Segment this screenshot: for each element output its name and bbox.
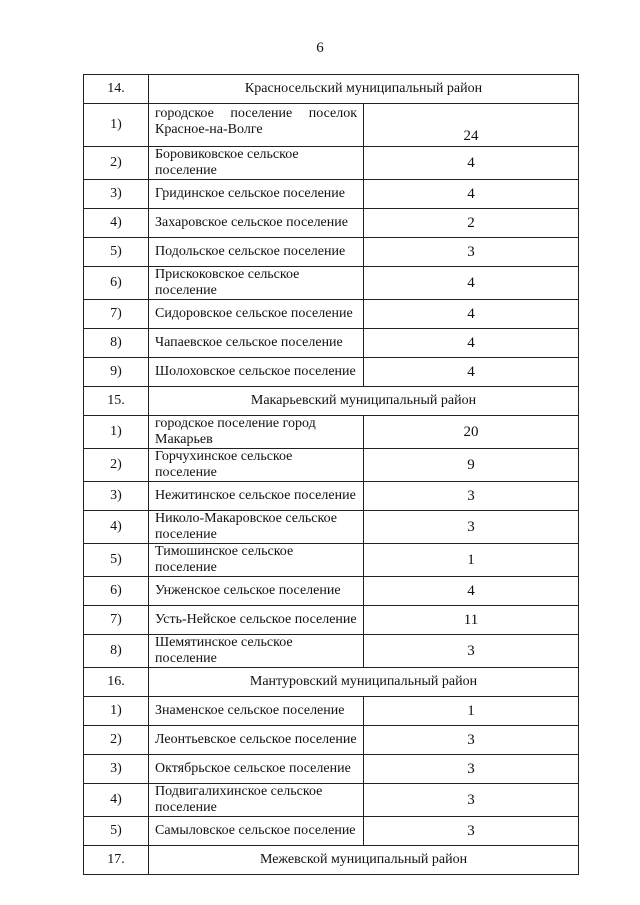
settlement-number: 2) <box>84 147 149 180</box>
district-number: 15. <box>84 387 149 416</box>
settlement-row <box>84 544 579 577</box>
settlement-value: 3 <box>364 482 579 511</box>
settlement-name: Горчухинское сельское поселение <box>149 449 364 482</box>
settlement-number: 8) <box>84 329 149 358</box>
settlement-name: Чапаевское сельское поселение <box>149 329 364 358</box>
settlement-row <box>84 238 579 267</box>
settlement-row <box>84 147 579 180</box>
district-header-row <box>84 387 579 416</box>
settlement-number: 3) <box>84 755 149 784</box>
settlement-row <box>84 577 579 606</box>
settlement-row <box>84 104 579 147</box>
settlement-row <box>84 817 579 846</box>
settlement-number: 5) <box>84 238 149 267</box>
settlement-number: 2) <box>84 449 149 482</box>
settlement-row <box>84 180 579 209</box>
settlement-name: Шемятинское сельское поселение <box>149 635 364 668</box>
settlement-number: 7) <box>84 606 149 635</box>
settlement-name: Усть-Нейское сельское поселение <box>149 606 364 635</box>
settlement-number: 6) <box>84 267 149 300</box>
settlement-name: городское поселение поселок Красное-на-Волге <box>149 104 364 147</box>
settlement-row <box>84 784 579 817</box>
settlement-name: Николо-Макаровское сельское поселение <box>149 511 364 544</box>
settlement-row <box>84 511 579 544</box>
settlement-value: 3 <box>364 238 579 267</box>
settlement-row <box>84 358 579 387</box>
settlement-number: 8) <box>84 635 149 668</box>
page-number: 6 <box>316 40 324 56</box>
settlement-name: Тимошинское сельское поселение <box>149 544 364 577</box>
settlement-name: Гридинское сельское поселение <box>149 180 364 209</box>
settlement-value: 4 <box>364 577 579 606</box>
settlement-name: Прискоковское сельское поселение <box>149 267 364 300</box>
district-number: 16. <box>84 668 149 697</box>
settlement-value: 4 <box>364 300 579 329</box>
settlement-name: Боровиковское сельское поселение <box>149 147 364 180</box>
settlement-value: 4 <box>364 147 579 180</box>
settlement-name: Самыловское сельское поселение <box>149 817 364 846</box>
settlement-name: Подольское сельское поселение <box>149 238 364 267</box>
settlement-row <box>84 267 579 300</box>
district-number: 14. <box>84 75 149 104</box>
settlement-value: 4 <box>364 358 579 387</box>
settlement-name: Подвигалихинское сельское поселение <box>149 784 364 817</box>
settlement-value: 1 <box>364 544 579 577</box>
settlement-value: 3 <box>364 784 579 817</box>
district-title: Мантуровский муниципальный район <box>149 668 579 697</box>
settlement-row <box>84 209 579 238</box>
settlement-number: 4) <box>84 784 149 817</box>
settlement-name: Шолоховское сельское поселение <box>149 358 364 387</box>
settlement-number: 1) <box>84 697 149 726</box>
settlement-number: 1) <box>84 416 149 449</box>
settlement-row <box>84 726 579 755</box>
settlement-value: 2 <box>364 209 579 238</box>
settlement-value: 3 <box>364 511 579 544</box>
settlement-row <box>84 635 579 668</box>
settlement-row <box>84 449 579 482</box>
settlement-value: 4 <box>364 180 579 209</box>
settlement-number: 3) <box>84 180 149 209</box>
settlement-number: 5) <box>84 817 149 846</box>
settlement-name: Унженское сельское поселение <box>149 577 364 606</box>
settlement-value: 3 <box>364 755 579 784</box>
settlement-row <box>84 697 579 726</box>
district-header-row <box>84 75 579 104</box>
settlement-number: 4) <box>84 511 149 544</box>
settlement-row <box>84 416 579 449</box>
settlement-row <box>84 300 579 329</box>
settlement-row <box>84 329 579 358</box>
settlement-value: 3 <box>364 635 579 668</box>
settlement-name: Захаровское сельское поселение <box>149 209 364 238</box>
settlement-name: Знаменское сельское поселение <box>149 697 364 726</box>
settlement-name: городское поселение город Макарьев <box>149 416 364 449</box>
district-header-row <box>84 668 579 697</box>
table-body <box>84 75 579 875</box>
settlement-number: 5) <box>84 544 149 577</box>
settlement-value: 1 <box>364 697 579 726</box>
settlement-number: 4) <box>84 209 149 238</box>
settlement-name: Сидоровское сельское поселение <box>149 300 364 329</box>
settlement-value: 20 <box>364 416 579 449</box>
settlement-row <box>84 482 579 511</box>
settlement-value: 4 <box>364 267 579 300</box>
settlement-value: 4 <box>364 329 579 358</box>
settlement-name: Нежитинское сельское поселение <box>149 482 364 511</box>
settlement-name: Леонтьевское сельское поселение <box>149 726 364 755</box>
district-title: Красносельский муниципальный район <box>149 75 579 104</box>
settlement-name: Октябрьское сельское поселение <box>149 755 364 784</box>
settlement-row <box>84 606 579 635</box>
settlement-row <box>84 755 579 784</box>
settlement-number: 7) <box>84 300 149 329</box>
settlement-value: 3 <box>364 817 579 846</box>
settlement-value: 24 <box>364 104 579 147</box>
settlement-value: 9 <box>364 449 579 482</box>
settlement-number: 6) <box>84 577 149 606</box>
district-title: Макарьевский муниципальный район <box>149 387 579 416</box>
settlement-number: 2) <box>84 726 149 755</box>
settlement-number: 9) <box>84 358 149 387</box>
district-header-row <box>84 846 579 875</box>
district-number: 17. <box>84 846 149 875</box>
settlement-value: 3 <box>364 726 579 755</box>
settlement-number: 3) <box>84 482 149 511</box>
districts-table <box>83 74 579 875</box>
district-title: Межевской муниципальный район <box>149 846 579 875</box>
settlement-value: 11 <box>364 606 579 635</box>
settlement-number: 1) <box>84 104 149 147</box>
